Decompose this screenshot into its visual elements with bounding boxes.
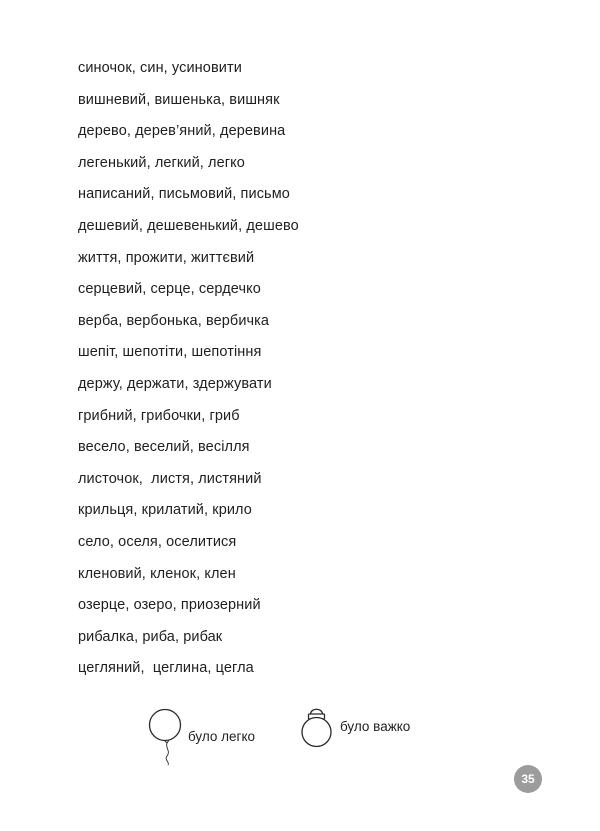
self-assessment-easy[interactable] <box>148 707 255 767</box>
word-row: озерце, озеро, приозерний <box>78 597 261 614</box>
word-row: грибний, грибочки, гриб <box>78 407 240 424</box>
word-row: весело, веселий, весілля <box>78 439 250 456</box>
hard-label: було важко <box>340 719 411 734</box>
word-row: верба, вербонька, вербичка <box>78 312 270 329</box>
word-row: рибалка, риба, рибак <box>78 628 223 645</box>
word-row: кленовий, кленок, клен <box>78 565 236 582</box>
word-row: життя, прожити, життєвий <box>78 249 255 266</box>
word-row: дерево, дерев’яний, деревина <box>78 123 286 140</box>
word-row: серцевий, серце, сердечко <box>78 281 261 298</box>
word-row: легенький, легкий, легко <box>78 154 245 171</box>
word-row: дешевий, дешевенький, дешево <box>78 217 299 234</box>
page-number: 35 <box>521 772 535 786</box>
weight-icon <box>300 705 336 749</box>
word-row: шепіт, шепотіти, шепотіння <box>78 344 262 361</box>
word-row: синочок, син, усиновити <box>78 60 242 76</box>
word-row: держу, держати, здержувати <box>78 375 272 392</box>
word-row: цегляний, цеглина, цегла <box>78 660 254 677</box>
page-number-badge <box>514 765 542 793</box>
self-assessment-hard[interactable] <box>300 705 410 749</box>
word-row: листочок, листя, листяний <box>78 470 262 487</box>
word-row: вишневий, вишенька, вишняк <box>78 91 280 108</box>
word-list <box>78 58 299 690</box>
balloon-icon <box>148 707 184 767</box>
word-row: крильця, крилатий, крило <box>78 502 252 519</box>
easy-label: було легко <box>188 729 256 744</box>
word-row: написаний, письмовий, письмо <box>78 186 290 203</box>
word-row: село, оселя, оселитися <box>78 533 237 550</box>
